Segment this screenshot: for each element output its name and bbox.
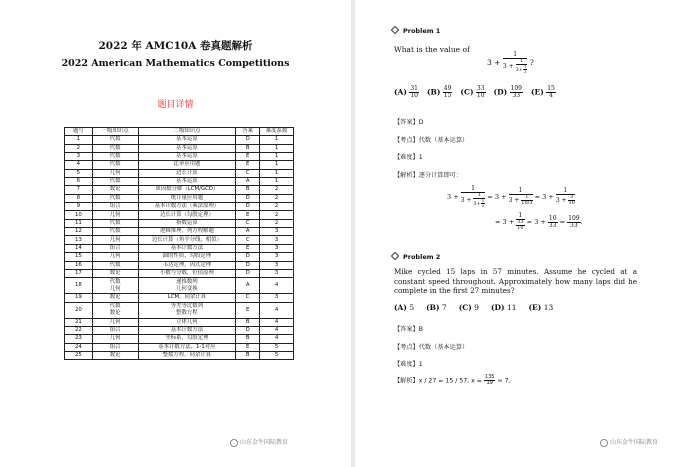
- table-row: [65, 219, 294, 227]
- table-cell: 逻辑推理，列方程解题: [138, 228, 236, 236]
- table-cell: 22: [65, 326, 93, 334]
- table-cell: E: [236, 244, 260, 252]
- table-cell: 1: [260, 153, 294, 161]
- choice-numerator: 109: [510, 85, 522, 92]
- header-cell: 答案: [236, 128, 260, 136]
- table-cell: B: [236, 351, 260, 359]
- choice-denominator: 33: [512, 92, 521, 99]
- table-row: [65, 153, 294, 161]
- table-cell: 组合: [92, 326, 138, 334]
- table-row: [65, 186, 294, 194]
- table-cell: 基本运算: [138, 153, 236, 161]
- table-row: [65, 253, 294, 261]
- problem-1-knowledge: 【考点】代数（基本运算）: [394, 137, 469, 144]
- table-cell: 代数: [92, 178, 138, 186]
- choice-option: [531, 86, 556, 99]
- table-cell: 代数: [92, 228, 138, 236]
- table-cell: B: [236, 186, 260, 194]
- table-cell: 2: [260, 194, 294, 202]
- problem-1-question: What is the value of: [394, 45, 470, 54]
- table-cell: 17: [65, 269, 93, 277]
- table-cell: B: [236, 318, 260, 326]
- choice-denominator: 15: [443, 92, 452, 99]
- table-row: [65, 244, 294, 252]
- table-cell: E: [236, 153, 260, 161]
- table-row: [65, 211, 294, 219]
- choice-label: (C): [458, 303, 472, 312]
- table-cell: 基本计数方法: [138, 244, 236, 252]
- table-cell: 代数: [92, 194, 138, 202]
- choice-denominator: 4: [549, 92, 553, 99]
- problem-2-difficulty: 【难度】1: [394, 361, 423, 368]
- table-cell: 2: [65, 144, 93, 152]
- table-cell: 6: [65, 178, 93, 186]
- table-cell: D: [236, 194, 260, 202]
- choice-value: 7: [441, 303, 447, 312]
- table-cell: 3: [260, 253, 294, 261]
- table-cell-line: 几何: [109, 285, 121, 292]
- table-cell: 几何: [92, 335, 138, 343]
- table-cell: 13: [65, 236, 93, 244]
- table-cell: 3: [260, 236, 294, 244]
- table-row: [65, 203, 294, 211]
- table-cell: [92, 302, 138, 318]
- choice-value: 5: [409, 303, 415, 312]
- table-cell: [92, 278, 138, 294]
- table-cell: 几何: [92, 253, 138, 261]
- choice-numerator: 31: [410, 85, 418, 92]
- table-cell: A: [236, 178, 260, 186]
- table-cell: 基本计数方法: [138, 326, 236, 334]
- table-cell: 24: [65, 343, 93, 351]
- table-row: [65, 278, 294, 294]
- table-cell: 4: [260, 326, 294, 334]
- table-cell: C: [236, 236, 260, 244]
- table-cell: 基本运算: [138, 136, 236, 144]
- table-cell: D: [236, 269, 260, 277]
- problem-2-analysis: 【解析】x / 27 = 15 / 57, x = $\frac{135}{19}$ ≈ 7。: [394, 374, 515, 386]
- table-cell-line: 等差等比数列: [170, 303, 204, 310]
- table-row: [65, 236, 294, 244]
- problem-1-solution-line-1: 3 + 1 3 + 1 3+ $\frac{1}{3}$ = 3 + 1 3 + $\frac{1}{10/3}$ = 3 + 1 3 + $\frac{3}{10}$: [447, 185, 575, 208]
- table-cell: 几何: [92, 169, 138, 177]
- table-cell: 组合: [92, 203, 138, 211]
- table-cell: A: [236, 278, 260, 294]
- choice-numerator: 33: [476, 85, 485, 92]
- table-cell: 4: [260, 335, 294, 343]
- knowledge-table: [64, 127, 294, 360]
- table-row: [65, 269, 294, 277]
- table-cell: 5: [260, 343, 294, 351]
- table-cell: 代数: [92, 136, 138, 144]
- table-cell: 几何: [92, 318, 138, 326]
- table-cell: D: [236, 326, 260, 334]
- choice-option: [494, 86, 523, 99]
- table-cell: 组合: [92, 244, 138, 252]
- table-cell: 基本计数方法（乘法原理）: [138, 203, 236, 211]
- table-cell: 数论: [92, 269, 138, 277]
- problem-2-question: Mike cycled 15 laps in 57 minutes. Assume he cycled at a constant speed throughout. Approximately how many laps did he complete in the first 27 minutes?: [394, 267, 637, 295]
- table-cell: 1: [260, 136, 294, 144]
- table-cell: 边长计算（勾股定理）: [138, 211, 236, 219]
- wechat-icon: [600, 439, 608, 447]
- choice-denominator: 10: [476, 92, 485, 99]
- table-cell: 12: [65, 228, 93, 236]
- choice-option: [427, 86, 452, 99]
- choice-option: [459, 303, 479, 312]
- choice-value: 13: [543, 303, 554, 312]
- diamond-icon: [391, 252, 399, 260]
- choice-label: (E): [528, 303, 542, 312]
- section-heading: 题目详情: [157, 100, 194, 110]
- table-cell: 1: [65, 136, 93, 144]
- problem-1-analysis: 【解析】逐分计算即可：: [394, 172, 463, 179]
- right-page: [355, 0, 696, 467]
- problem-1-difficulty: 【难度】1: [394, 154, 423, 161]
- table-cell: 几何: [92, 211, 138, 219]
- table-cell: 2: [260, 211, 294, 219]
- table-cell-line: 代数: [109, 303, 121, 310]
- choice-option: [394, 303, 414, 312]
- choice-label: (B): [426, 87, 441, 97]
- table-cell: 数论: [92, 186, 138, 194]
- choice-label: (C): [460, 87, 474, 97]
- table-cell: 10: [65, 211, 93, 219]
- table-cell: E: [236, 302, 260, 318]
- table-header-row: [65, 128, 294, 136]
- table-cell: 3: [260, 244, 294, 252]
- document-title: 2022 年 AMC10A 卷真题解析: [98, 40, 253, 52]
- table-cell: 小数与分数，位值原理: [138, 269, 236, 277]
- table-row: [65, 161, 294, 169]
- watermark: 山东金牛国际教育: [600, 437, 658, 447]
- choice-denominator: 10: [410, 92, 418, 99]
- table-cell: 基本运算: [138, 144, 236, 152]
- table-cell: 数论: [92, 351, 138, 359]
- table-cell: 1: [260, 169, 294, 177]
- table-cell: [138, 278, 236, 294]
- choice-label: (A): [394, 303, 407, 312]
- choice-label: (E): [530, 87, 544, 97]
- header-cell: 二级知识点: [138, 128, 236, 136]
- table-cell: 代数: [92, 161, 138, 169]
- table-row: [65, 343, 294, 351]
- table-cell: 3: [260, 294, 294, 302]
- table-cell: 3: [260, 261, 294, 269]
- table-row: [65, 194, 294, 202]
- table-cell: 4: [260, 318, 294, 326]
- table-cell: 15: [65, 253, 93, 261]
- table-cell: 11: [65, 219, 93, 227]
- problem-1-answer: 【答案】D: [394, 119, 424, 126]
- table-cell: D: [236, 136, 260, 144]
- choice-label: (D): [490, 303, 505, 312]
- table-cell: 14: [65, 244, 93, 252]
- table-cell: 坐标系，勾股定理: [138, 335, 236, 343]
- table-row: [65, 302, 294, 318]
- problem-2-choices: [394, 303, 694, 312]
- table-cell: 边长计算（角平分线，相似）: [138, 236, 236, 244]
- table-cell: 16: [65, 261, 93, 269]
- problem-2-answer: 【答案】B: [394, 326, 423, 333]
- table-cell: 代数: [92, 219, 138, 227]
- table-cell: 3: [260, 228, 294, 236]
- problem-2-knowledge: 【考点】代数（基本运算）: [394, 344, 469, 351]
- table-cell: 基本计数方法，1-1对应: [138, 343, 236, 351]
- watermark: 山东金牛国际教育: [230, 437, 288, 447]
- table-row: [65, 169, 294, 177]
- choice-label: (B): [426, 303, 440, 312]
- table-cell: 23: [65, 335, 93, 343]
- table-cell: 基本运算: [138, 178, 236, 186]
- table-cell-line: 代数: [109, 278, 121, 285]
- table-cell: C: [236, 219, 260, 227]
- table-cell: 4: [260, 278, 294, 294]
- problem-1-expression: 3 + 1 3 + 1 3+ $\frac{1}{3}$ ?: [487, 51, 534, 74]
- table-cell: 代数: [92, 144, 138, 152]
- table-cell: D: [236, 203, 260, 211]
- table-cell: 5: [260, 351, 294, 359]
- table-row: [65, 351, 294, 359]
- choice-label: (D): [493, 87, 508, 97]
- table-cell: 圆的性质，勾股定理: [138, 253, 236, 261]
- table-cell: 几何: [92, 236, 138, 244]
- header-cell: 一级知识点: [92, 128, 138, 136]
- table-row: [65, 318, 294, 326]
- table-cell: 19: [65, 294, 93, 302]
- table-cell: 25: [65, 351, 93, 359]
- table-row: [65, 136, 294, 144]
- table-row: [65, 261, 294, 269]
- table-row: [65, 335, 294, 343]
- problem-1-heading: Problem 1: [392, 27, 440, 35]
- table-cell: 1: [260, 178, 294, 186]
- table-cell: 2: [260, 186, 294, 194]
- wechat-icon: [230, 439, 238, 447]
- table-cell: 5: [65, 169, 93, 177]
- table-cell: 2: [260, 219, 294, 227]
- table-cell: 立体几何: [138, 318, 236, 326]
- table-cell: 21: [65, 318, 93, 326]
- table-cell: 指数运算: [138, 219, 236, 227]
- table-cell: 韦达定理，因式定理: [138, 261, 236, 269]
- table-cell: 18: [65, 278, 93, 294]
- header-cell: 难度系数: [260, 128, 294, 136]
- choice-option: [529, 303, 554, 312]
- table-cell: 4: [260, 302, 294, 318]
- choice-option: [491, 303, 517, 312]
- table-cell: 统计量应用题: [138, 194, 236, 202]
- table-cell: 质因数分解（LCM/GCD）: [138, 186, 236, 194]
- table-cell: 1: [260, 161, 294, 169]
- table-cell-line: 数论: [109, 310, 121, 317]
- table-cell: 2: [260, 203, 294, 211]
- table-cell: [138, 302, 236, 318]
- table-cell: 1: [260, 144, 294, 152]
- table-cell: 整数方程，同余计算: [138, 351, 236, 359]
- diamond-icon: [391, 26, 399, 34]
- problem-2-heading: Problem 2: [392, 253, 440, 261]
- table-cell: E: [236, 161, 260, 169]
- table-cell: 组合: [92, 343, 138, 351]
- header-cell: 题号: [65, 128, 93, 136]
- table-cell: 7: [65, 186, 93, 194]
- table-cell: 3: [260, 269, 294, 277]
- table-row: [65, 178, 294, 186]
- problem-1-solution-line-2: = 3 + $\frac{1}{\frac{33}{10}}$ = 3 + $\frac{10}{33}$ = $\frac{109}{33}$ .: [495, 212, 583, 231]
- table-cell: A: [236, 228, 260, 236]
- table-cell: C: [236, 294, 260, 302]
- choice-numerator: 15: [547, 85, 555, 92]
- choice-option: [460, 86, 485, 99]
- table-cell: 代数: [92, 261, 138, 269]
- table-cell-line: 递推数列: [176, 278, 198, 285]
- table-cell: 比率应用题: [138, 161, 236, 169]
- table-cell: B: [236, 144, 260, 152]
- choice-numerator: 49: [443, 85, 452, 92]
- choice-value: 11: [506, 303, 517, 312]
- table-cell: LCM，同余计算: [138, 294, 236, 302]
- problem-1-choices: [394, 86, 694, 99]
- choice-label: (A): [394, 87, 407, 97]
- document-subtitle: 2022 American Mathematics Competitions: [61, 58, 290, 69]
- table-row: [65, 294, 294, 302]
- table-cell: 4: [65, 161, 93, 169]
- table-cell: 边长计算: [138, 169, 236, 177]
- table-cell: E: [236, 343, 260, 351]
- choice-option: [394, 86, 419, 99]
- table-cell: C: [236, 169, 260, 177]
- table-row: [65, 144, 294, 152]
- table-cell: E: [236, 211, 260, 219]
- table-cell: 3: [65, 153, 93, 161]
- table-cell: 数论: [92, 294, 138, 302]
- table-cell: D: [236, 261, 260, 269]
- table-row: [65, 326, 294, 334]
- table-row: [65, 228, 294, 236]
- table-cell: 9: [65, 203, 93, 211]
- table-cell-line: 几何变换: [176, 285, 198, 292]
- choice-value: 9: [474, 303, 479, 312]
- table-cell: B: [236, 335, 260, 343]
- table-cell: D: [236, 253, 260, 261]
- table-cell: 20: [65, 302, 93, 318]
- table-cell: 8: [65, 194, 93, 202]
- choice-option: [426, 303, 447, 312]
- table-cell: 代数: [92, 153, 138, 161]
- table-cell-line: 整数方程: [176, 310, 198, 317]
